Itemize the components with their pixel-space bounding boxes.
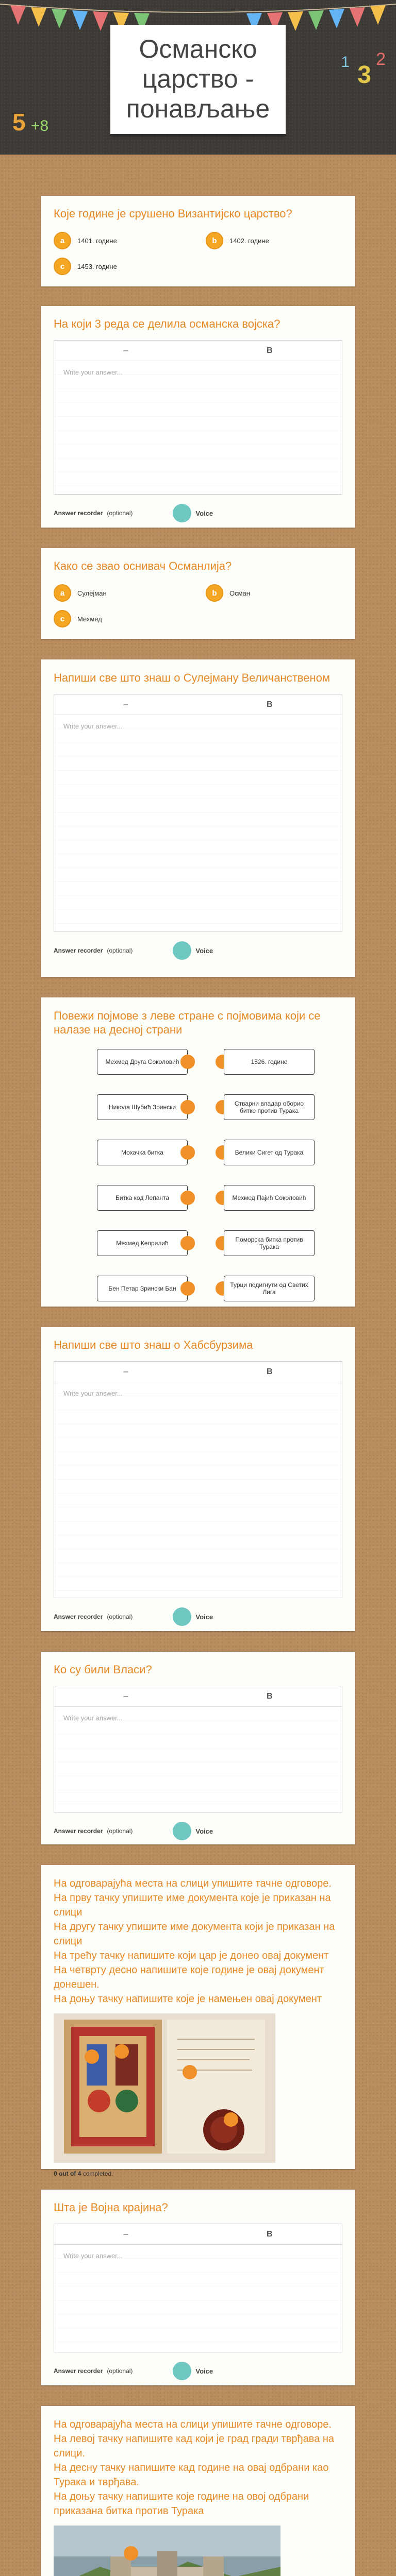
voice-record-button[interactable] xyxy=(173,504,191,522)
voice-record-button[interactable] xyxy=(173,2362,191,2380)
answer-recorder: Answer recorder (optional) Voice xyxy=(54,2362,342,2380)
match-right-item[interactable]: Стварни владар оборио битке против Турака xyxy=(224,1094,315,1120)
bold-icon[interactable]: B xyxy=(267,2229,273,2239)
question-title: Повежи појмове з леве стране с појмовима који се налазе на десној страни xyxy=(54,1009,321,1036)
editor-toolbar xyxy=(54,1362,342,1382)
match-left-item[interactable]: Битка код Лепанта xyxy=(97,1185,188,1211)
list-icon[interactable]: – xyxy=(123,1367,128,1376)
list-icon[interactable]: – xyxy=(123,346,128,355)
question-card-7 xyxy=(41,1652,355,1844)
match-left-item[interactable]: Бен Петар Зрински Бан xyxy=(97,1276,188,1301)
option-b[interactable]: b Осман xyxy=(206,584,342,602)
match-right-item[interactable]: Поморска битка против Турака xyxy=(224,1230,315,1256)
question-card-10 xyxy=(41,2406,355,2576)
question-card-2 xyxy=(41,306,355,528)
question-card-4 xyxy=(41,659,355,977)
option-a[interactable]: a Сулејман xyxy=(54,584,190,602)
match-left-handle[interactable] xyxy=(180,1145,195,1160)
fortress-illustration xyxy=(54,2526,280,2576)
match-left-handle[interactable] xyxy=(180,1100,195,1114)
option-c[interactable]: c 1453. године xyxy=(54,258,190,275)
question-title: Напиши све што знаш о Сулејману Величанственом xyxy=(54,671,330,684)
instruction-line: На четврту десно напишите које године је овај документ донешен. xyxy=(54,1964,324,1990)
answer-recorder: Answer recorder (optional) Voice xyxy=(54,1607,342,1626)
voice-record-button[interactable] xyxy=(173,1822,191,1840)
hotspot-marker[interactable] xyxy=(183,2065,197,2079)
match-left-item[interactable]: Никола Шубић Зрински xyxy=(97,1094,188,1120)
instruction-line: На левој тачку напишите кад који је град гради тврђава на слици. xyxy=(54,2433,335,2459)
bold-icon[interactable]: B xyxy=(267,1691,273,1701)
question-card-3 xyxy=(41,548,355,639)
question-title: Како се звао оснивач Османлија? xyxy=(54,560,232,572)
editor-toolbar xyxy=(54,694,342,715)
question-card-1 xyxy=(41,196,355,286)
hotspot-marker[interactable] xyxy=(124,2546,138,2561)
match-right-item[interactable]: Мехмед Пајић Соколовић xyxy=(224,1185,315,1211)
instruction-line: На доњу тачку напишите које године на овој одбрани приказана битка против Турака xyxy=(54,2491,309,2517)
option-b[interactable]: b 1402. године xyxy=(206,232,342,249)
answer-textarea[interactable]: Write your answer... xyxy=(54,1707,342,1812)
match-left-item[interactable]: Мехмед Кеприлић xyxy=(97,1230,188,1256)
match-right-item[interactable]: Велики Сигет од Турака xyxy=(224,1140,315,1165)
chalk-doodle-number: 2 xyxy=(376,49,386,69)
matching-area xyxy=(54,1049,342,1317)
bold-icon[interactable]: B xyxy=(267,700,273,709)
hotspot-image-document[interactable] xyxy=(54,2013,275,2163)
instruction-line: На одговарајућа места на слици упишите тачне одговоре. xyxy=(54,2419,332,2430)
answer-editor[interactable] xyxy=(54,340,342,495)
question-title: Ко су били Власи? xyxy=(54,1663,152,1676)
instruction-line: На другу тачку упишите име документа који је приказан на слици xyxy=(54,1921,335,1947)
match-left-item[interactable]: Мехмед Друга Соколовић xyxy=(97,1049,188,1075)
answer-editor[interactable] xyxy=(54,1361,342,1598)
question-card-9 xyxy=(41,2190,355,2385)
editor-toolbar xyxy=(54,1686,342,1707)
match-left-handle[interactable] xyxy=(180,1191,195,1205)
instruction-line: На доњу тачку напишите које је намењен овај документ xyxy=(54,1993,322,2005)
option-a[interactable]: a 1401. године xyxy=(54,232,190,249)
match-left-handle[interactable] xyxy=(180,1281,195,1296)
instruction-line: На трећу тачку напишите који цар је донео овај документ xyxy=(54,1950,329,1961)
hotspot-marker[interactable] xyxy=(224,2112,238,2127)
answer-editor[interactable] xyxy=(54,2224,342,2352)
list-icon[interactable]: – xyxy=(123,700,128,709)
question-card-5 xyxy=(41,997,355,1307)
match-left-item[interactable]: Мохачка битка xyxy=(97,1140,188,1165)
answer-recorder: Answer recorder (optional) Voice xyxy=(54,941,342,960)
hotspot-marker[interactable] xyxy=(85,2049,99,2064)
completion-status: 0 out of 4 completed. xyxy=(54,2170,113,2177)
voice-record-button[interactable] xyxy=(173,1607,191,1626)
bold-icon[interactable]: B xyxy=(267,1367,273,1376)
page-title: Османско царство - понављање xyxy=(126,35,270,123)
question-title: Које године је срушено Византијско царство? xyxy=(54,207,292,220)
answer-textarea[interactable]: Write your answer... xyxy=(54,1382,342,1598)
chalk-doodle-number: 3 xyxy=(357,61,371,89)
question-title: Шта је Војна крајина? xyxy=(54,2201,168,2214)
answer-textarea[interactable]: Write your answer... xyxy=(54,2245,342,2352)
answer-textarea[interactable]: Write your answer... xyxy=(54,715,342,931)
chalk-doodle-plus: +8 xyxy=(31,117,49,134)
answer-editor[interactable] xyxy=(54,1686,342,1812)
match-right-item[interactable]: 1526. године xyxy=(224,1049,315,1075)
question-title: На који 3 реда се делила османска војска? xyxy=(54,317,280,330)
answer-recorder: Answer recorder (optional) Voice xyxy=(54,504,342,522)
answer-textarea[interactable]: Write your answer... xyxy=(54,361,342,494)
chalk-doodle-number: 1 xyxy=(341,54,350,71)
match-left-handle[interactable] xyxy=(180,1055,195,1069)
list-icon[interactable]: – xyxy=(123,1691,128,1701)
instruction-line: На одговарајућа места на слици упишите тачне одговоре. xyxy=(54,1878,332,1889)
match-right-item[interactable]: Турци подигнути од Светих Лига xyxy=(224,1276,315,1301)
question-card-6 xyxy=(41,1327,355,1631)
instruction-line: На прву тачку упишите име документа које је приказан на слици xyxy=(54,1892,331,1918)
editor-toolbar xyxy=(54,341,342,361)
chalk-doodle-number: 5 xyxy=(12,109,26,135)
question-card-8 xyxy=(41,1865,355,2177)
voice-record-button[interactable] xyxy=(173,941,191,960)
hotspot-image-fortress[interactable] xyxy=(54,2526,280,2576)
list-icon[interactable]: – xyxy=(123,2229,128,2239)
question-title: Напиши све што знаш о Хабсбурзима xyxy=(54,1338,253,1351)
answer-recorder: Answer recorder (optional) Voice xyxy=(54,1822,342,1840)
match-left-handle[interactable] xyxy=(180,1236,195,1250)
instruction-line: На десну тачку напишите кад године на овај одбрани као Турака и тврђава. xyxy=(54,2462,329,2488)
document-illustration xyxy=(54,2013,275,2163)
editor-toolbar xyxy=(54,2224,342,2245)
title-card xyxy=(110,25,286,134)
bold-icon[interactable]: B xyxy=(267,346,273,355)
answer-editor[interactable] xyxy=(54,694,342,932)
header-chalkboard xyxy=(0,0,396,155)
hotspot-marker[interactable] xyxy=(114,2044,129,2059)
option-c[interactable]: c Мехмед xyxy=(54,610,190,628)
